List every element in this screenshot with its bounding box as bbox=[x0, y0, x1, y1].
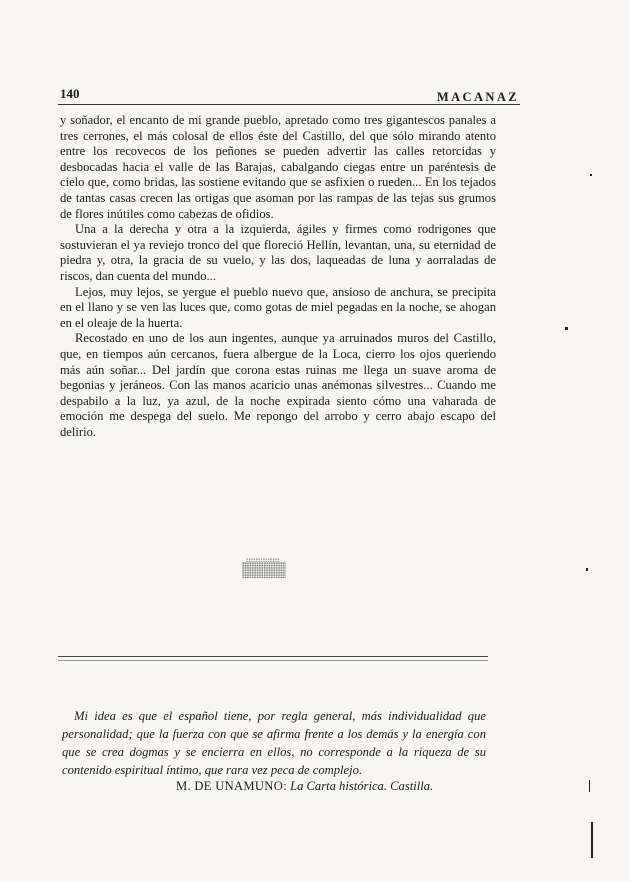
epigraph bbox=[62, 707, 486, 779]
section-ornament bbox=[242, 562, 286, 578]
margin-line bbox=[591, 822, 593, 858]
paragraph: y soñador, el encanto de mi grande pueblo, apretado como tres gigantescos panales a tres cerrones, el más colosal de ellos éste del Castillo, del que sólo mirando atento entre los recovecos de los peñones se pueden advertir las calles retorcidas y desbocadas hacia el valle de las Barajas, cabalgando ciegas entre un paréntesis de cielo que, como bridas, las sostiene evitando que se asfixien o rueden... En los tejados de tantas casas crecen las ortigas que asoman por las rampas de las tejas sus grumos de flores inútiles como cabezas de ofidios. bbox=[60, 113, 496, 221]
body-text bbox=[60, 113, 496, 440]
epigraph-quote: Mi idea es que el español tiene, por regla general, más individualidad que personalidad; que la fuerza con que se afirma frente a los demás y la energía con que se crea dogmas y se encierra en ellos, no corresponde a la riqueza de su contenido espiritual íntimo, que rara vez peca de complejo. bbox=[62, 709, 486, 777]
paragraph: Una a la derecha y otra a la izquierda, ágiles y firmes como rodrigones que sostuvieran el ya reviejo tronco del que floreció Hellín, levantan, una, su eternidad de piedra y, otra, la gracia de su vuelo, y las dos, laqueadas de luna y aorraladas de riscos, dan cuenta del mundo... bbox=[60, 222, 496, 283]
margin-speck bbox=[586, 568, 588, 571]
paragraph: Recostado en uno de los aun ingentes, aunque ya arruinados muros del Castillo, que, en tiempos aún cercanos, fuera albergue de la Loca, cierro los ojos queriendo más aún soñar... Del jardín que corona estas ruinas me llega un suave aroma de begonias y jeráneos. Con las manos acaricio unas anémonas silvestres... Cuando me despabilo a la luz, ya azul, de la noche expirada siento cómo una vaharada de emoción me despega del suelo. Me repongo del arrobo y cerro abajo escapo del delirio. bbox=[60, 331, 496, 439]
page-number: 140 bbox=[60, 86, 80, 101]
epigraph-work: La Carta histórica. Castilla. bbox=[290, 779, 434, 793]
epigraph-author: M. DE UNAMUNO: bbox=[176, 779, 287, 793]
margin-speck bbox=[590, 174, 592, 176]
margin-speck bbox=[565, 327, 568, 330]
header-rule bbox=[58, 104, 520, 105]
section-rule-secondary bbox=[58, 660, 488, 661]
epigraph-attribution bbox=[176, 779, 476, 794]
section-rule bbox=[58, 656, 488, 657]
paragraph: Lejos, muy lejos, se yergue el pueblo nuevo que, ansioso de anchura, se precipita en el llano y se ven las luces que, como gotas de miel pegadas en la noche, se ahogan en el oleaje de la huerta. bbox=[60, 284, 496, 330]
margin-line bbox=[589, 780, 590, 792]
running-head: MACANAZ bbox=[436, 90, 519, 104]
